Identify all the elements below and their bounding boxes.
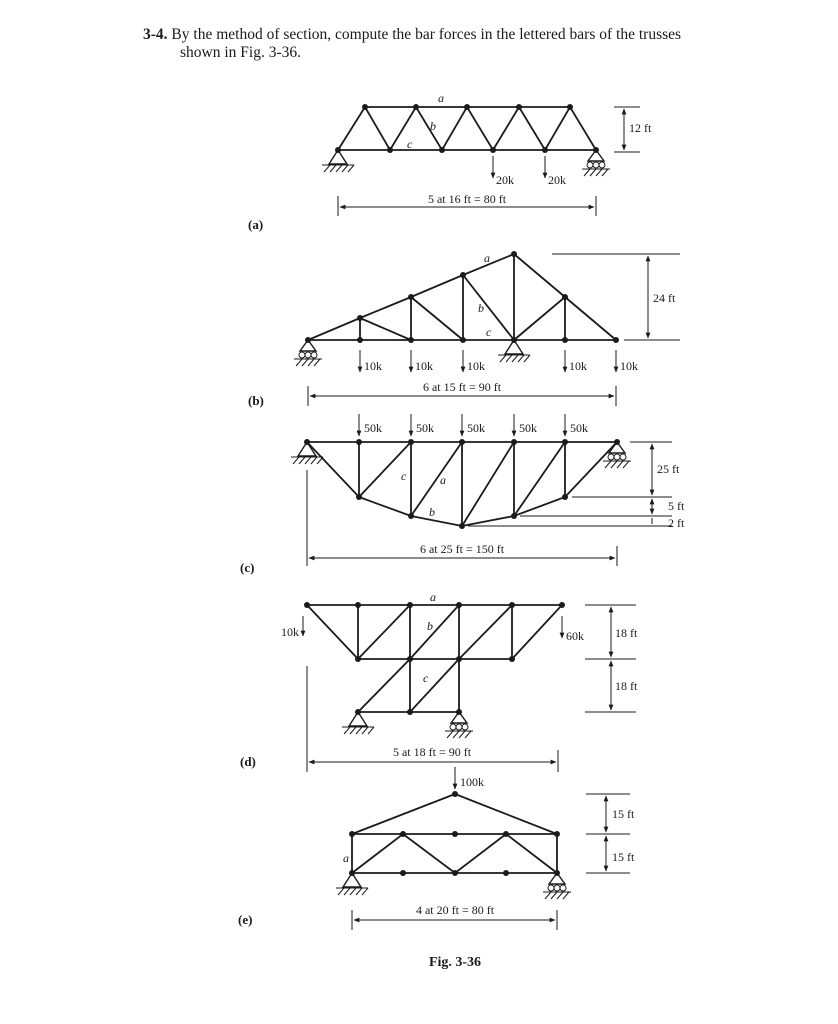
load-a-2: 20k — [548, 173, 566, 187]
bar-label-a: a — [440, 473, 446, 487]
truss-b-pin-support — [498, 340, 530, 362]
load-b-5: 10k — [620, 359, 638, 373]
bar-label-b: b — [478, 301, 484, 315]
part-label-a: (a) — [248, 217, 264, 232]
truss-e — [238, 767, 635, 930]
bar-label-c: c — [423, 671, 429, 685]
truss-b-joints — [305, 251, 619, 343]
height-label-d-1: 18 ft — [615, 626, 638, 640]
height-label-a: 12 ft — [629, 121, 652, 135]
truss-d-roller-support — [445, 712, 473, 738]
part-label-b: (b) — [248, 393, 264, 408]
bar-label-c: c — [401, 469, 407, 483]
figure-caption: Fig. 3-36 — [428, 955, 482, 970]
bar-label-b: b — [427, 619, 433, 633]
load-b-2: 10k — [415, 359, 433, 373]
height-label-d-2: 18 ft — [615, 679, 638, 693]
truss-b — [248, 251, 680, 408]
load-d-2: 60k — [566, 629, 584, 643]
height-label-c-1: 25 ft — [657, 462, 680, 476]
truss-b-loads — [360, 350, 638, 373]
height-label-c-3: 2 ft — [668, 516, 685, 530]
part-label-c: (c) — [240, 560, 255, 575]
load-c-4: 50k — [519, 421, 537, 435]
load-d-1: 10k — [281, 625, 299, 639]
bar-label-b: b — [430, 119, 436, 133]
load-b-1: 10k — [364, 359, 382, 373]
load-a-1: 20k — [496, 173, 514, 187]
load-e-1: 100k — [460, 775, 484, 789]
bar-label-a: a — [343, 851, 349, 865]
span-label-c: 6 at 25 ft = 150 ft — [419, 542, 505, 556]
bar-label-c: c — [407, 137, 413, 151]
truss-a-pin-support — [322, 150, 354, 172]
truss-b-bar-labels — [478, 251, 492, 339]
truss-e-pin-support — [336, 873, 368, 895]
load-b-4: 10k — [569, 359, 587, 373]
load-c-5: 50k — [570, 421, 588, 435]
problem-text-line1: By the method of section, compute the bar forces in the lettered bars of the trusses — [171, 26, 682, 43]
truss-b-roller-support — [294, 340, 322, 366]
problem-text-line2: shown in Fig. 3-36. — [180, 44, 301, 61]
load-c-3: 50k — [467, 421, 485, 435]
height-label-e-2: 15 ft — [612, 850, 635, 864]
truss-b-members — [308, 254, 616, 340]
load-b-3: 10k — [467, 359, 485, 373]
height-label-b: 24 ft — [653, 291, 676, 305]
truss-a-roller-support — [582, 150, 610, 176]
truss-b-dimensions — [308, 254, 680, 406]
truss-c-members — [307, 442, 617, 526]
bar-label-b: b — [429, 505, 435, 519]
span-label-a: 5 at 16 ft = 80 ft — [427, 192, 507, 206]
truss-a — [248, 91, 652, 232]
truss-a-loads — [493, 156, 566, 187]
truss-e-bar-labels — [343, 851, 349, 865]
bar-label-a: a — [430, 590, 436, 604]
bar-label-c: c — [486, 325, 492, 339]
truss-a-members — [338, 107, 596, 150]
span-label-b: 6 at 15 ft = 90 ft — [422, 380, 502, 394]
truss-d-members — [307, 605, 562, 712]
bar-label-a: a — [438, 91, 444, 105]
height-label-e-1: 15 ft — [612, 807, 635, 821]
height-label-c-2: 5 ft — [668, 499, 685, 513]
part-label-e: (e) — [238, 912, 253, 927]
truss-c-bar-labels — [401, 469, 446, 519]
truss-c-loads — [359, 414, 588, 436]
truss-c — [240, 414, 685, 575]
problem-number: 3-4. — [143, 26, 168, 43]
truss-a-joints — [335, 104, 599, 153]
truss-e-roller-support — [543, 873, 571, 899]
span-label-d: 5 at 18 ft = 90 ft — [392, 745, 472, 759]
truss-c-roller-support — [603, 442, 631, 468]
truss-e-dimensions — [352, 794, 635, 930]
truss-d — [240, 590, 638, 772]
truss-d-pin-support — [342, 712, 374, 734]
truss-e-loads — [455, 767, 484, 789]
span-label-e: 4 at 20 ft = 80 ft — [415, 903, 495, 917]
load-c-2: 50k — [416, 421, 434, 435]
truss-d-dimensions — [307, 605, 638, 772]
bar-label-a: a — [484, 251, 490, 265]
load-c-1: 50k — [364, 421, 382, 435]
part-label-d: (d) — [240, 754, 256, 769]
